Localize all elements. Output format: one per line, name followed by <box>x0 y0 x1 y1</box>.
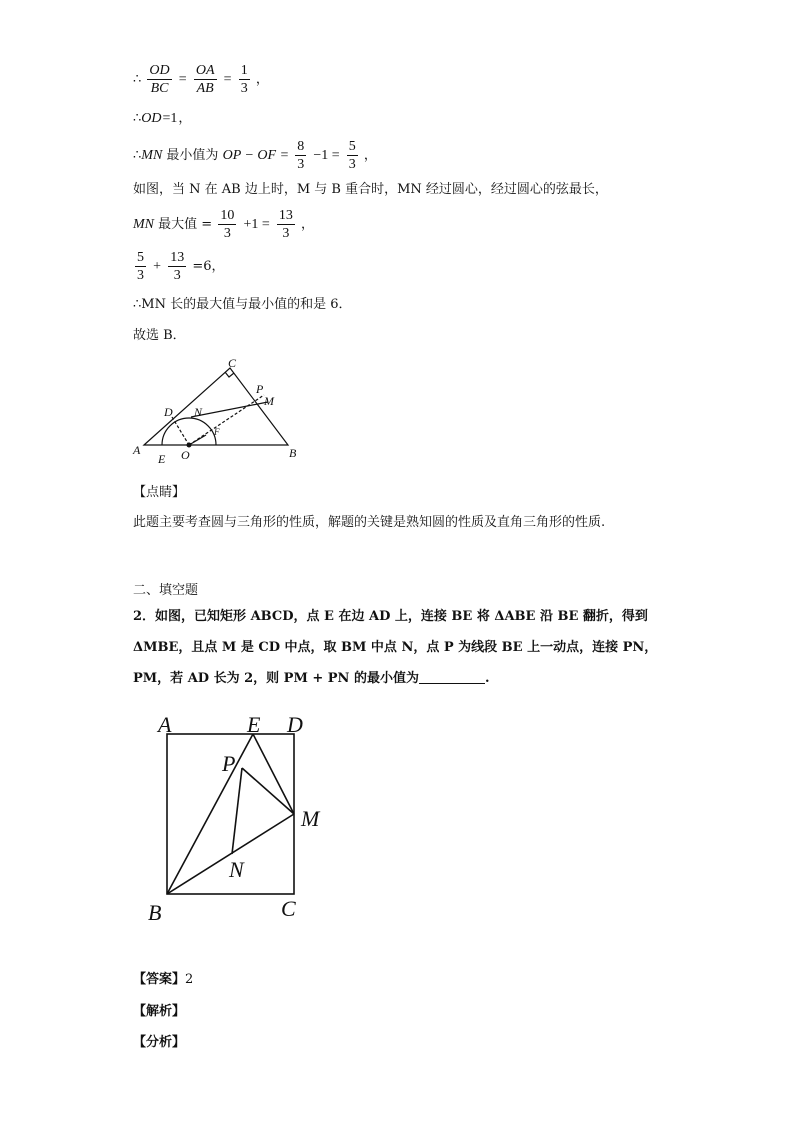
answer-blank <box>419 669 485 684</box>
question-line-2: ΔMBE，且点 M 是 CD 中点，取 BM 中点 N，点 P 为线段 BE 上一动点，连接 PN， <box>133 640 658 655</box>
label-d: D <box>287 712 303 737</box>
label-a: A <box>133 443 141 457</box>
case-line: 如图，当 N 在 AB 边上时，M 与 B 重合时，MN 经过圆心，经过圆心的弦最长， <box>133 182 608 197</box>
fraction: $\frac{5}{3}$ <box>348 139 356 172</box>
label-n: N <box>194 405 203 419</box>
fraction: $\frac{13}{3}$ <box>170 250 185 283</box>
comment-text: 此题主要考查圆与三角形的性质，解题的关键是熟知圆的性质及直角三角形的性质. <box>133 515 606 530</box>
label-c: C <box>281 896 296 921</box>
max-value-line: MN 最大值 = $\frac{10}{3}$ +1 = $\frac{13}{3}$ ， <box>133 208 315 241</box>
triangle-circle-figure <box>128 355 308 467</box>
label-o: O <box>181 448 190 462</box>
question-line-3: PM，若 AD 长为 2，则 PM + PN 的最小值为 . <box>133 671 490 686</box>
analysis-heading: 【解析】 <box>133 1004 186 1019</box>
dashed-od <box>172 417 189 445</box>
therefore-symbol: ∴ <box>133 72 142 87</box>
fraction: $\frac{10}{3}$ <box>220 208 235 241</box>
label-b: B <box>148 900 162 925</box>
segment-pn <box>232 768 242 854</box>
segment-of <box>189 435 206 445</box>
label-d: D <box>164 405 173 419</box>
fenxi-heading: 【分析】 <box>133 1035 186 1050</box>
right-angle-mark <box>225 372 234 377</box>
answer-line: 【答案】2 <box>133 972 194 987</box>
answer-value: 2 <box>185 972 194 987</box>
label-e: E <box>158 452 166 466</box>
label-e: E <box>247 712 261 737</box>
fraction: $\frac{OD}{BC}$ <box>149 63 170 96</box>
label-p: P <box>222 751 236 776</box>
sum-line: $\frac{5}{3}$ + $\frac{13}{3}$ =6， <box>137 250 225 283</box>
min-value-line: ∴MN 最小值为 OP − OF = $\frac{8}{3}$ −1 = $\frac{5}{3}$ ， <box>133 139 377 172</box>
label-m: M <box>264 394 274 408</box>
label-c: C <box>228 356 237 370</box>
fraction: $\frac{8}{3}$ <box>297 139 305 172</box>
label-n: N <box>229 857 244 882</box>
rectangle-fold-figure <box>144 710 344 930</box>
fraction: $\frac{OA}{AB}$ <box>195 63 215 96</box>
question-line-1: 2．如图，已知矩形 ABCD，点 E 在边 AD 上，连接 BE 将 ΔABE 沿 BE 翻折，得到 <box>133 609 648 624</box>
center-point <box>187 443 192 448</box>
conclusion-line: ∴MN 长的最大值与最小值的和是 6． <box>133 297 352 312</box>
label-p: P <box>256 382 264 396</box>
label-m: M <box>301 806 320 831</box>
choice-line: 故选 B． <box>133 328 186 343</box>
label-a: A <box>158 712 172 737</box>
segment-pm <box>242 768 294 814</box>
segment-em <box>253 734 294 814</box>
fraction: $\frac{5}{3}$ <box>137 250 144 283</box>
fraction: $\frac{1}{3}$ <box>240 63 248 96</box>
segment-mn <box>191 402 268 417</box>
fraction: $\frac{13}{3}$ <box>278 208 293 241</box>
label-b: B <box>289 446 297 460</box>
od-line: ∴OD=1， <box>133 111 192 126</box>
section-heading: 二、填空题 <box>133 583 199 598</box>
comment-heading: 【点睛】 <box>133 485 186 500</box>
label-f: F <box>214 427 220 437</box>
segment-bm <box>167 814 294 894</box>
ratio-line: ∴ $\frac{OD}{BC}$ = $\frac{OA}{AB}$ = $\frac{1}{3}$ ， <box>133 63 269 96</box>
